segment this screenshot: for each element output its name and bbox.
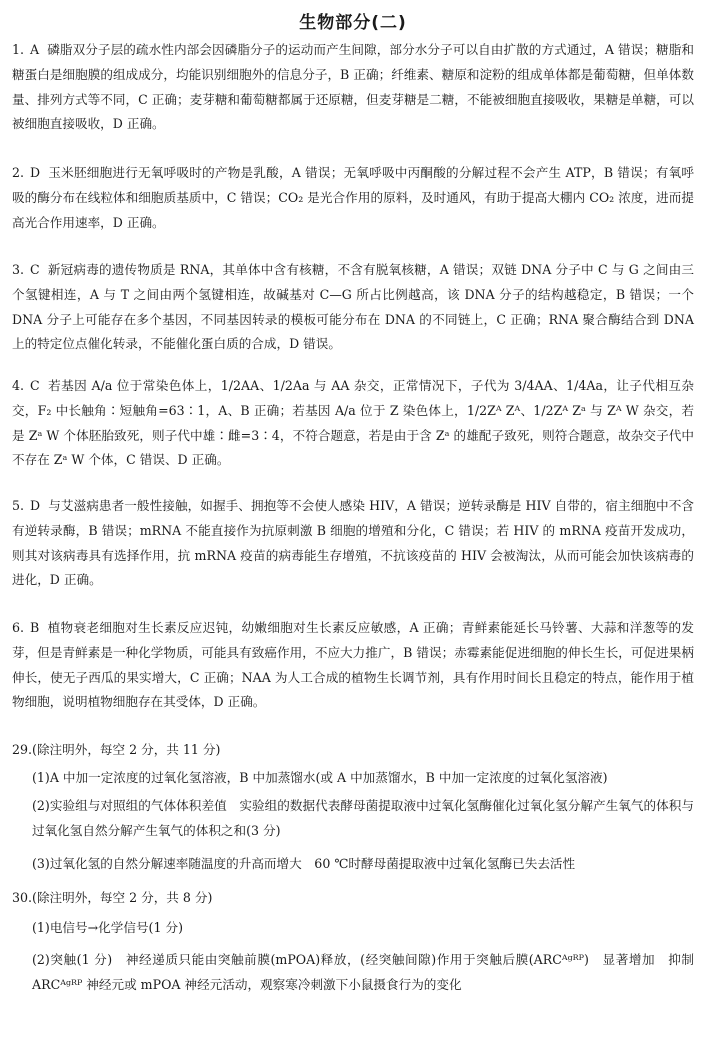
question-number: 6. bbox=[12, 620, 25, 635]
question-item bbox=[12, 161, 694, 235]
q29-part-3: (3)过氧化氢的自然分解速率随温度的升高而增大 60 ℃时酵母菌提取液中过氧化氢酶已失去活性 bbox=[32, 856, 576, 871]
question-number: 5. bbox=[12, 498, 25, 513]
q29-part-2: (2)实验组与对照组的气体体积差值 实验组的数据代表酵母菌提取液中过氧化氢酶催化过氧化氢分解产生氧气的体积与过氧化氢自然分解产生氧气的体积之和(3 分) bbox=[32, 798, 694, 838]
q29-header: 29.(除注明外，每空 2 分，共 11 分) bbox=[12, 742, 221, 757]
answer-choice: B bbox=[30, 620, 40, 635]
explanation-text: 若基因 A/a 位于常染色体上，1/2AA、1/2Aa 与 AA 杂交，正常情况下，子代为 3/4AA、1/4Aa，让子代相互杂交，F₂ 中长触角∶短触角=63∶1，A、B 正确；若基因 A/a 位于 Z 染色体上，1/2Zᴬ Zᴬ、1/2Zᴬ Zᵃ 与 Zᴬ W 杂交，若是 Zᵃ W 个体胚胎致死，则子代中雄∶雌=3∶4，不符合题意，若是由于含 Zᵃ 的雄配子致死，则符合题意，故杂交子代中不存在 Zᵃ W 个体，C 错误、D 正确。 bbox=[12, 378, 694, 468]
question-item bbox=[12, 38, 694, 137]
q30-part-1: (1)电信号→化学信号(1 分) bbox=[32, 920, 183, 935]
answer-choice: A bbox=[30, 42, 40, 57]
question-item bbox=[12, 258, 694, 357]
question-number: 1. bbox=[12, 42, 25, 57]
question-item bbox=[12, 494, 694, 593]
q30-header: 30.(除注明外，每空 2 分，共 8 分) bbox=[12, 890, 213, 905]
answer-choice: C bbox=[30, 262, 40, 277]
page-title: 生物部分(二) bbox=[299, 13, 407, 33]
explanation-text: 与艾滋病患者一般性接触，如握手、拥抱等不会使人感染 HIV，A 错误；逆转录酶是 HIV 自带的，宿主细胞中不含有逆转录酶，B 错误；mRNA 不能直接作为抗原刺激 B 细胞的增殖和分化，C 错误；若 HIV 的 mRNA 疫苗开发成功，则其对该病毒具有选择作用，抗 mRNA 疫苗的病毒能生存增殖，不抗该疫苗的 HIV 会被淘汰，从而可能会加快该病毒的进化，D 正确。 bbox=[12, 498, 694, 588]
question-number: 4. bbox=[12, 378, 25, 393]
explanation-text: 植物衰老细胞对生长素反应迟钝，幼嫩细胞对生长素反应敏感，A 正确；青鲜素能延长马铃薯、大蒜和洋葱等的发芽，但是青鲜素是一种化学物质，可能具有致癌作用，不应大力推广，B 错误；赤霉素能促进细胞的伸长生长，可促进果柄伸长，使无子西瓜的果实增大，C 正确；NAA 为人工合成的植物生长调节剂，具有作用时间长且稳定的特点，能作用于植物细胞，说明植物细胞存在其受体，D 正确。 bbox=[12, 620, 694, 710]
q30-part-2: (2)突触(1 分) 神经递质只能由突触前膜(mPOA)释放，(经突触间隙)作用于突触后膜(ARCᴬᵍᴿᴾ) 显著增加 抑制 ARCᴬᵍᴿᴾ 神经元或 mPOA 神经元活动，观察寒冷刺激下小鼠摄食行为的变化 bbox=[32, 952, 694, 992]
q29-part-1: (1)A 中加一定浓度的过氧化氢溶液，B 中加蒸馏水(或 A 中加蒸馏水，B 中加一定浓度的过氧化氢溶液) bbox=[32, 770, 608, 785]
answer-choice: C bbox=[30, 378, 40, 393]
question-item bbox=[12, 374, 694, 473]
question-number: 2. bbox=[12, 165, 25, 180]
explanation-text: 新冠病毒的遗传物质是 RNA，其单体中含有核糖，不含有脱氧核糖，A 错误；双链 DNA 分子中 C 与 G 之间由三个氢键相连，A 与 T 之间由两个氢键相连，故碱基对 C—G 所占比例越高，该 DNA 分子的结构越稳定，B 错误；一个 DNA 分子上可能存在多个基因，不同基因转录的模板可能分布在 DNA 的不同链上，C 正确；RNA 聚合酶结合到 DNA 上的特定位点催化转录，不能催化蛋白质的合成，D 错误。 bbox=[12, 262, 694, 352]
question-item bbox=[12, 616, 694, 715]
explanation-text: 玉米胚细胞进行无氧呼吸时的产物是乳酸，A 错误；无氧呼吸中丙酮酸的分解过程不会产生 ATP，B 错误；有氧呼吸的酶分布在线粒体和细胞质基质中，C 错误；CO₂ 是光合作用的原料，及时通风，有助于提高大棚内 CO₂ 浓度，进而提高光合作用速率，D 正确。 bbox=[12, 165, 694, 230]
answer-choice: D bbox=[30, 498, 41, 513]
answer-choice: D bbox=[30, 165, 41, 180]
question-number: 3. bbox=[12, 262, 25, 277]
explanation-text: 磷脂双分子层的疏水性内部会因磷脂分子的运动而产生间隙，部分水分子可以自由扩散的方式通过，A 错误；糖脂和糖蛋白是细胞膜的组成成分，均能识别细胞外的信息分子，B 正确；纤维素、糖原和淀粉的组成单体都是葡萄糖，但单体数量、排列方式等不同，C 正确；麦芽糖和葡萄糖都属于还原糖，但麦芽糖是二糖，不能被细胞直接吸收，果糖是单糖，可以被细胞直接吸收，D 正确。 bbox=[12, 42, 694, 132]
